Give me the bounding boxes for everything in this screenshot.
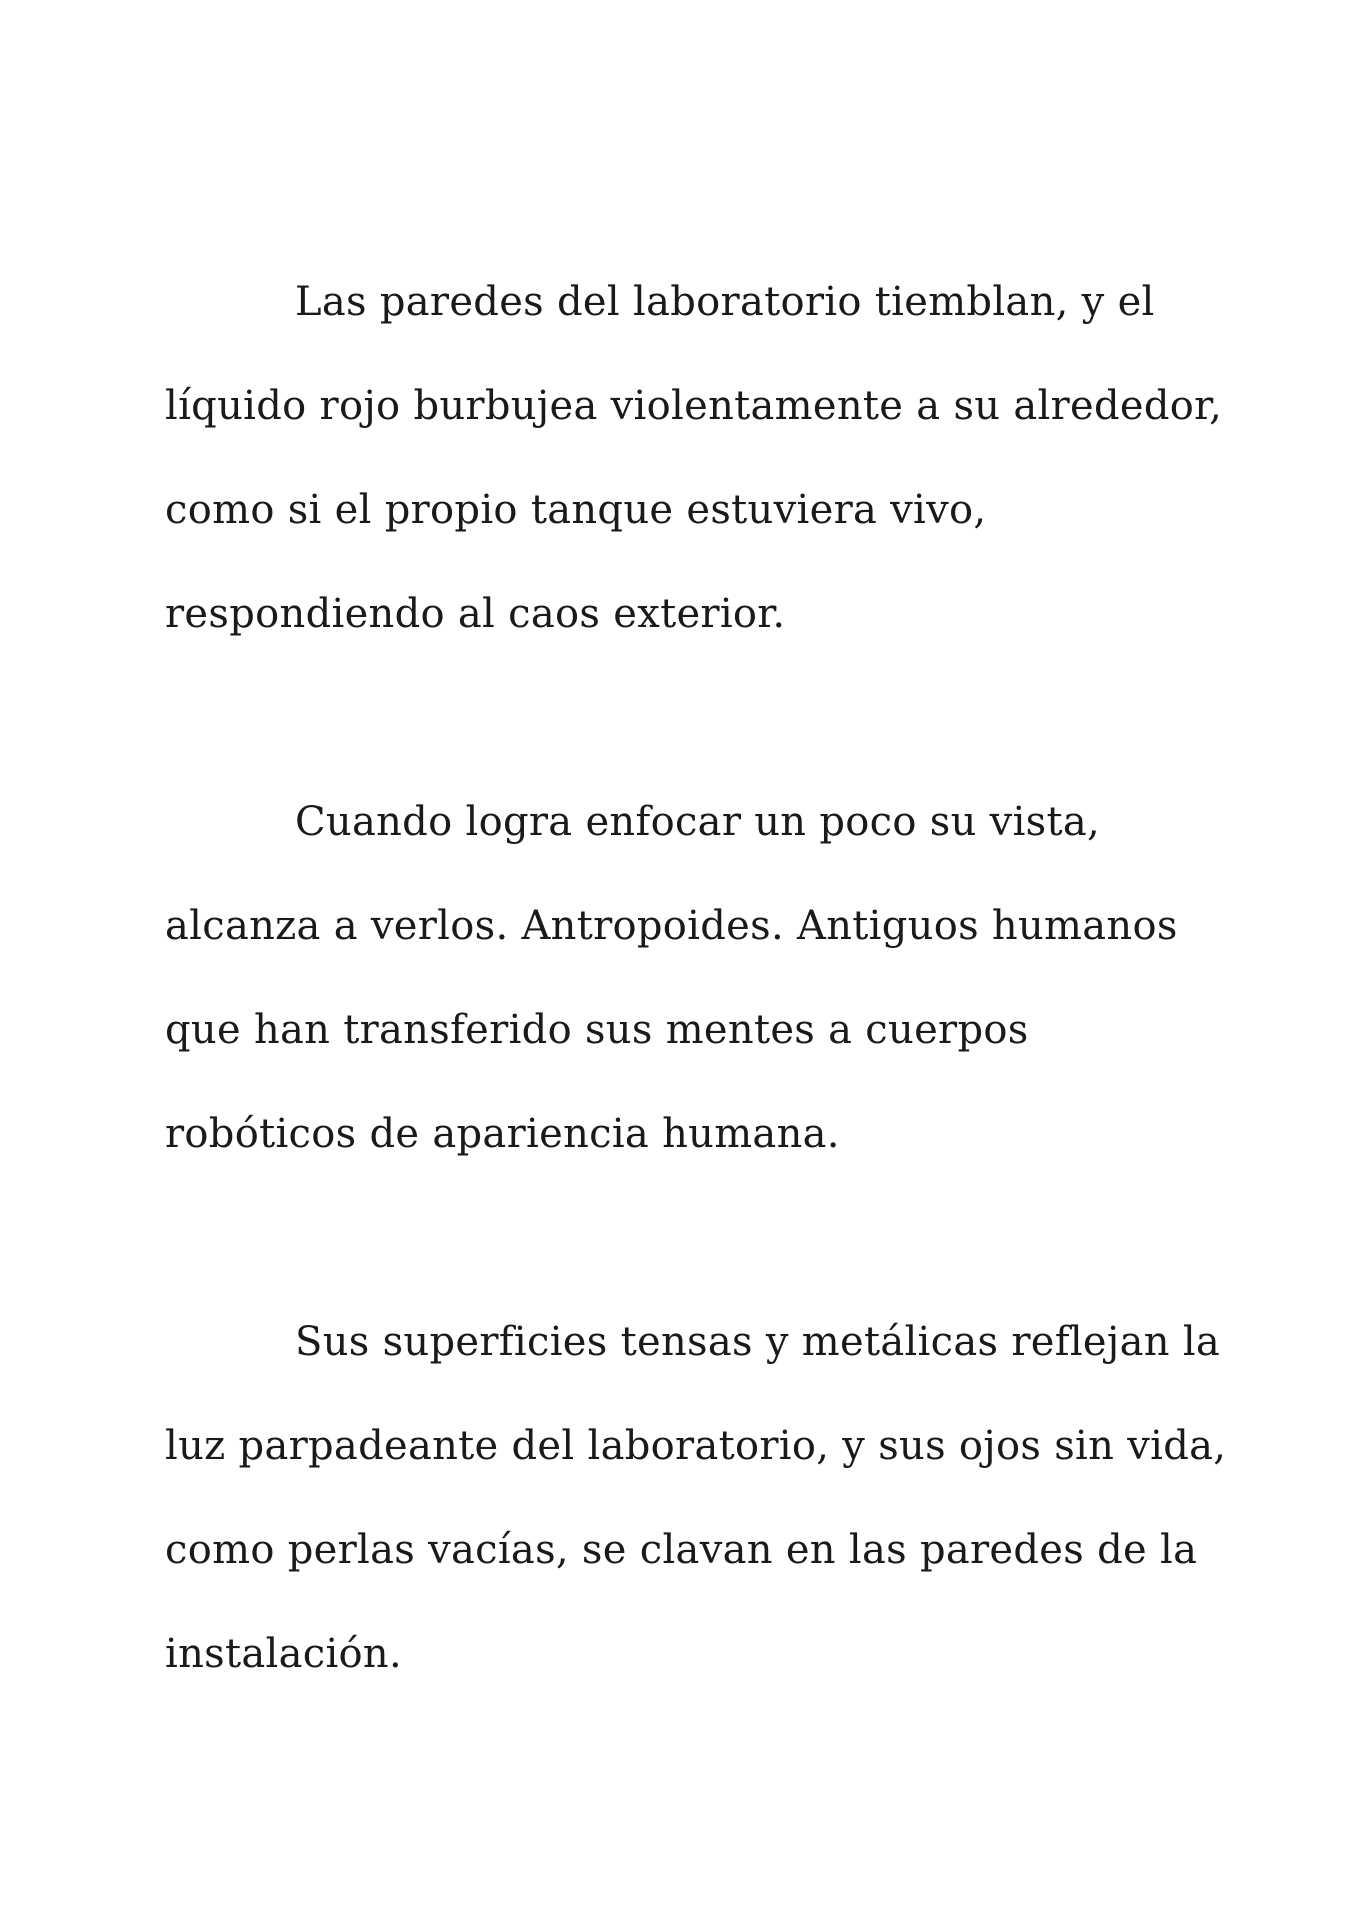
text-line: como perlas vacías, se clavan en las paredes de la	[165, 1527, 1198, 1573]
body-text	[165, 250, 1225, 1810]
text-line: líquido rojo burbujea violentamente a su alrededor,	[165, 383, 1223, 429]
text-line: instalación.	[165, 1631, 402, 1677]
text-line: como si el propio tanque estuviera vivo,	[165, 487, 987, 533]
text-line: luz parpadeante del laboratorio, y sus ojos sin vida,	[165, 1423, 1227, 1469]
text-line: que han transferido sus mentes a cuerpos	[165, 1007, 1029, 1053]
text-line: Sus superficies tensas y metálicas reflejan la	[295, 1319, 1221, 1365]
paragraph-2	[165, 770, 1225, 1186]
text-line: robóticos de apariencia humana.	[165, 1111, 840, 1157]
text-line: alcanza a verlos. Antropoides. Antiguos humanos	[165, 903, 1178, 949]
text-line: Cuando logra enfocar un poco su vista,	[295, 799, 1101, 845]
paragraph-1	[165, 250, 1225, 666]
text-line: Las paredes del laboratorio tiemblan, y el	[295, 279, 1155, 325]
paragraph-3	[165, 1290, 1225, 1706]
text-line: respondiendo al caos exterior.	[165, 591, 786, 637]
